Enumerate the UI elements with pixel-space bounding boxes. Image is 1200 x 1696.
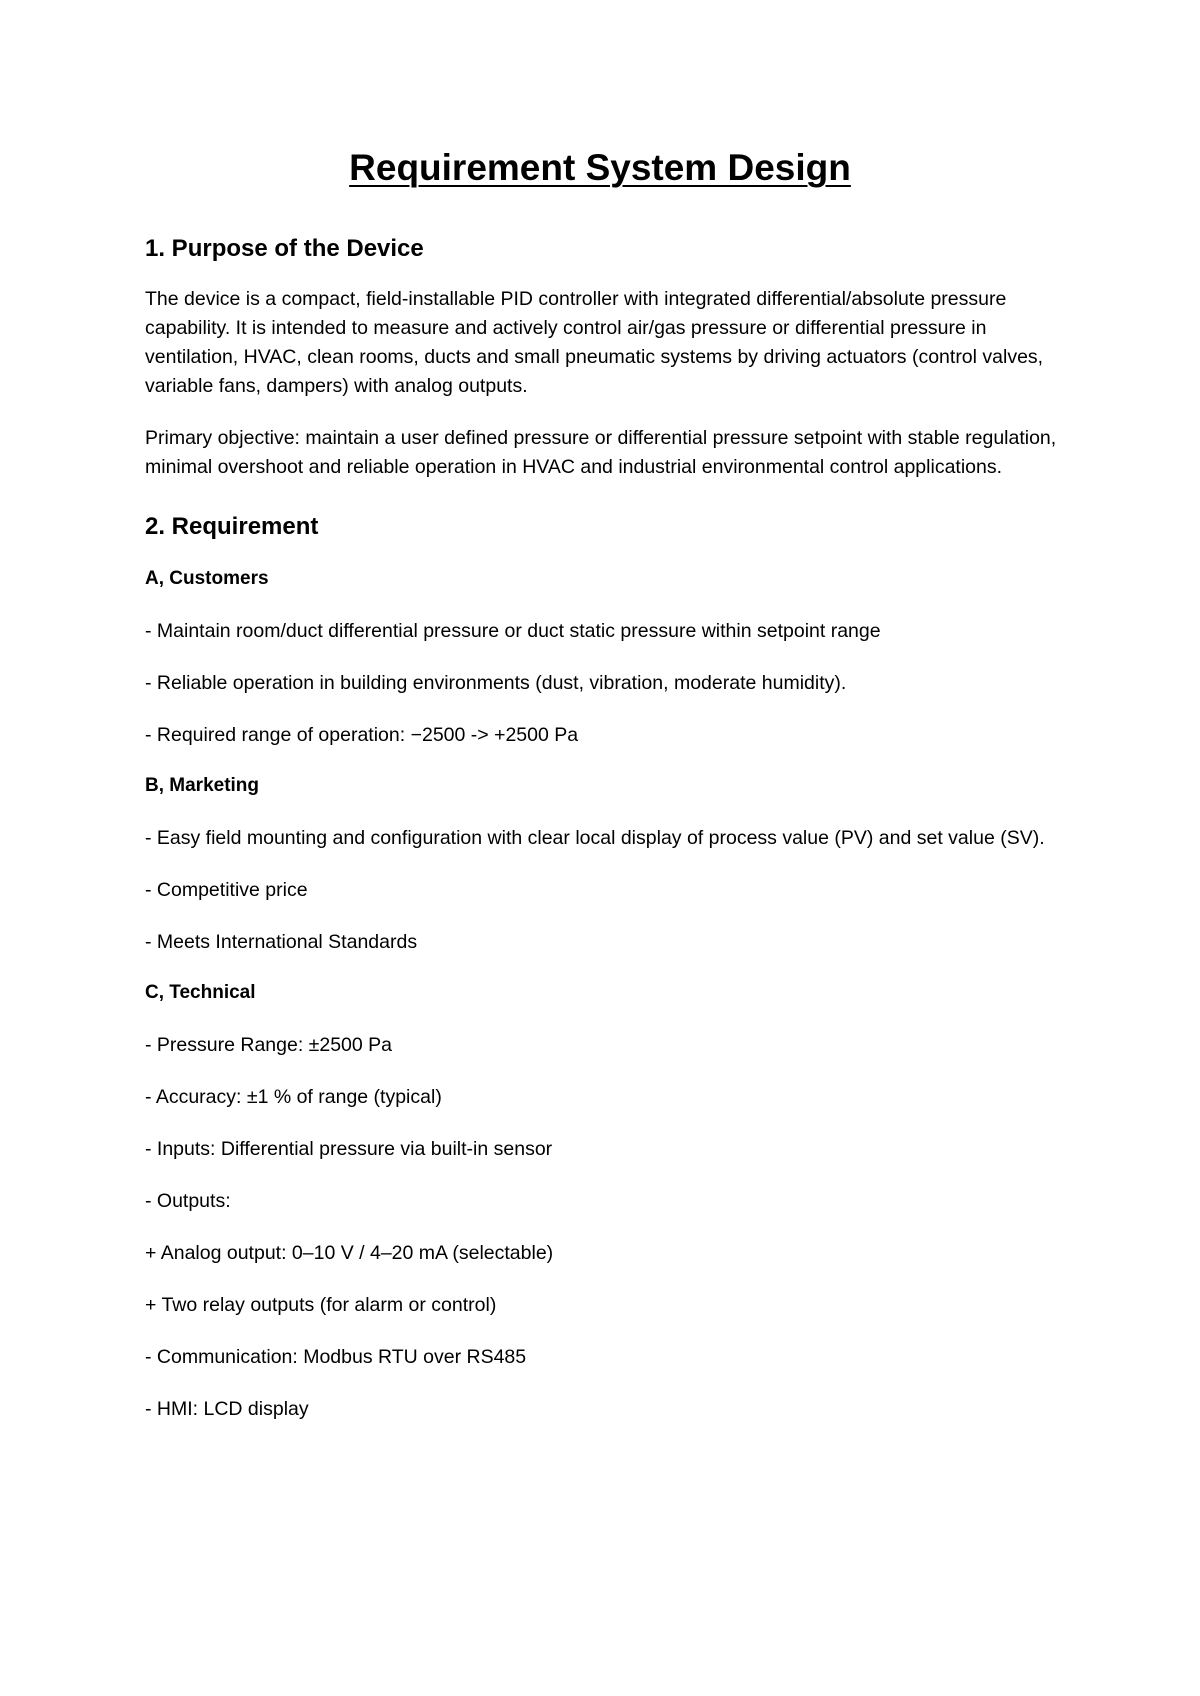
list-item: - Inputs: Differential pressure via built-in sensor [145, 1138, 553, 1160]
list-item: - Required range of operation: −2500 -> +2500 Pa [145, 724, 579, 746]
list-item: + Two relay outputs (for alarm or control) [145, 1294, 497, 1316]
list-item: - Outputs: [145, 1190, 231, 1212]
list-item: - Maintain room/duct differential pressure or duct static pressure within setpoint range [145, 620, 881, 642]
list-item: - Accuracy: ±1 % of range (typical) [145, 1086, 442, 1108]
subheading-marketing: B, Marketing [145, 775, 260, 796]
document-body [145, 233, 1065, 1424]
list-item: - Meets International Standards [145, 931, 418, 953]
list-item: - Pressure Range: ±2500 Pa [145, 1034, 393, 1056]
list-item: - Competitive price [145, 879, 308, 901]
section-heading-purpose: 1. Purpose of the Device [145, 235, 424, 262]
subheading-customers: A, Customers [145, 568, 269, 589]
subheading-technical: C, Technical [145, 982, 256, 1003]
list-item: - Reliable operation in building environments (dust, vibration, moderate humidity). [145, 672, 847, 694]
section-heading-requirement: 2. Requirement [145, 513, 319, 540]
list-item: - Communication: Modbus RTU over RS485 [145, 1346, 527, 1368]
list-item: + Analog output: 0–10 V / 4–20 mA (selectable) [145, 1242, 554, 1264]
list-item: - HMI: LCD display [145, 1398, 309, 1420]
objective-paragraph: Primary objective: maintain a user defined pressure or differential pressure setpoint with stable regulation, minimal overshoot and reliable operation in HVAC and industrial environmental control applications. [145, 427, 1057, 478]
list-item: - Easy field mounting and configuration with clear local display of process value (PV) and set value (SV). [145, 827, 1045, 849]
purpose-paragraph: The device is a compact, field-installable PID controller with integrated differential/absolute pressure capability. It is intended to measure and actively control air/gas pressure or differential pressure in ventilation, HVAC, clean rooms, ducts and small pneumatic systems by driving actuators (control valves, variable fans, dampers) with analog outputs. [145, 288, 1044, 397]
document-title: Requirement System Design [349, 147, 851, 188]
